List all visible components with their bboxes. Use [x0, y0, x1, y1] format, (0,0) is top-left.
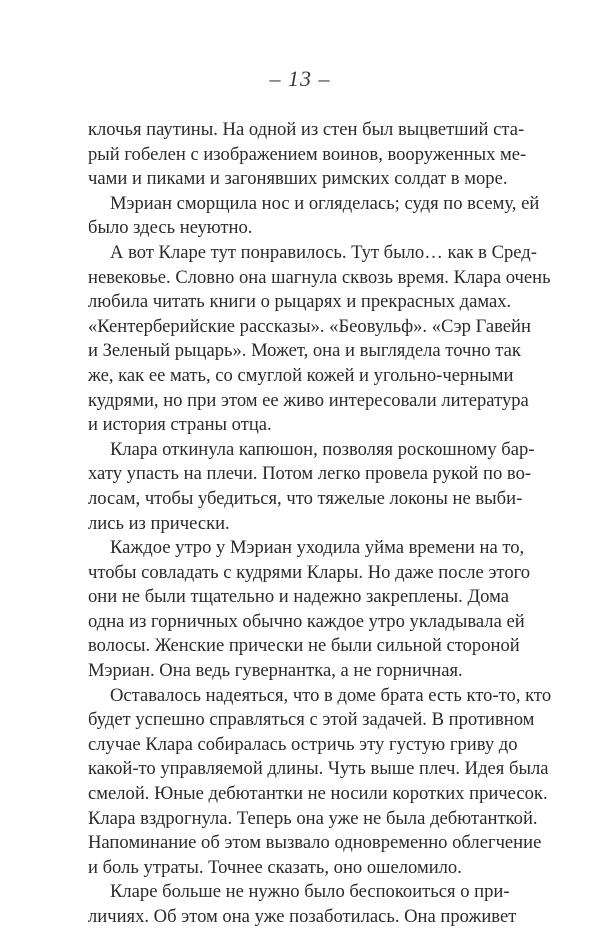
text-line: Оставалось надеяться, что в доме брата есть кто-то, кто: [110, 684, 552, 706]
text-line: «Кентерберийские рассказы». «Беовульф». «Сэр Гавейн: [88, 315, 531, 337]
text-line: случае Клара собиралась остричь эту густую гриву до: [88, 733, 518, 755]
text-line: Мэриан. Она ведь гувернантка, а не горничная.: [88, 660, 463, 682]
text-line: невековье. Словно она шагнула сквозь время. Клара очень: [88, 266, 551, 288]
page-number: – 13 –: [269, 66, 331, 91]
text-line: Клара откинула капюшон, позволяя роскошному бар-: [110, 438, 535, 460]
text-line: и Зеленый рыцарь». Может, она и выглядела точно так: [88, 340, 521, 362]
text-line: будет успешно справляться с этой задачей. В противном: [88, 709, 535, 731]
text-line: рый гобелен с изображением воинов, вооруженных ме-: [88, 143, 527, 165]
text-line: какой-то управляемой длины. Чуть выше плеч. Идея была: [88, 758, 549, 780]
text-line: и боль утраты. Точнее сказать, оно ошеломило.: [88, 856, 462, 878]
text-line: волосы. Женские прически не были сильной стороной: [88, 635, 520, 657]
text-line: Напоминание об этом вызвало одновременно облегчение: [88, 832, 542, 854]
text-line: лись из прически.: [88, 512, 230, 534]
text-line: кудрями, но при этом ее живо интересовали литература: [88, 389, 529, 411]
text-line: чами и пиками и загонявших римских солдат в море.: [88, 168, 508, 190]
body-text: [88, 118, 552, 930]
text-line: личиях. Об этом она уже позаботилась. Она проживет: [88, 906, 517, 927]
text-line: А вот Кларе тут понравилось. Тут было… как в Сред-: [110, 241, 537, 263]
text-line: хату упасть на плечи. Потом легко провела рукой по во-: [88, 463, 532, 485]
text-line: одна из горничных обычно каждое утро укладывала ей: [88, 610, 525, 632]
text-line: же, как ее мать, со смуглой кожей и угольно-черными: [88, 364, 514, 386]
text-line: и история страны отца.: [88, 414, 272, 436]
text-line: Клара вздрогнула. Теперь она уже не была дебютанткой.: [88, 807, 538, 829]
text-line: клочья паутины. На одной из стен был выцветший ста-: [88, 119, 525, 140]
text-line: было здесь неуютно.: [88, 217, 253, 239]
text-line: они не были тщательно и надежно закреплены. Дома: [88, 586, 509, 608]
text-line: чтобы совладать с кудрями Клары. Но даже после этого: [88, 561, 531, 583]
text-line: Мэриан сморщила нос и огляделась; судя по всему, ей: [110, 192, 540, 214]
text-line: лосам, чтобы убедиться, что тяжелые локоны не выби-: [88, 487, 523, 509]
text-line: любила читать книги о рыцарях и прекрасных дамах.: [88, 291, 512, 313]
text-line: Каждое утро у Мэриан уходила уйма времени на то,: [110, 537, 525, 559]
text-line: Кларе больше не нужно было беспокоиться о при-: [110, 881, 510, 903]
text-line: смелой. Юные дебютантки не носили коротких причесок.: [88, 783, 548, 805]
